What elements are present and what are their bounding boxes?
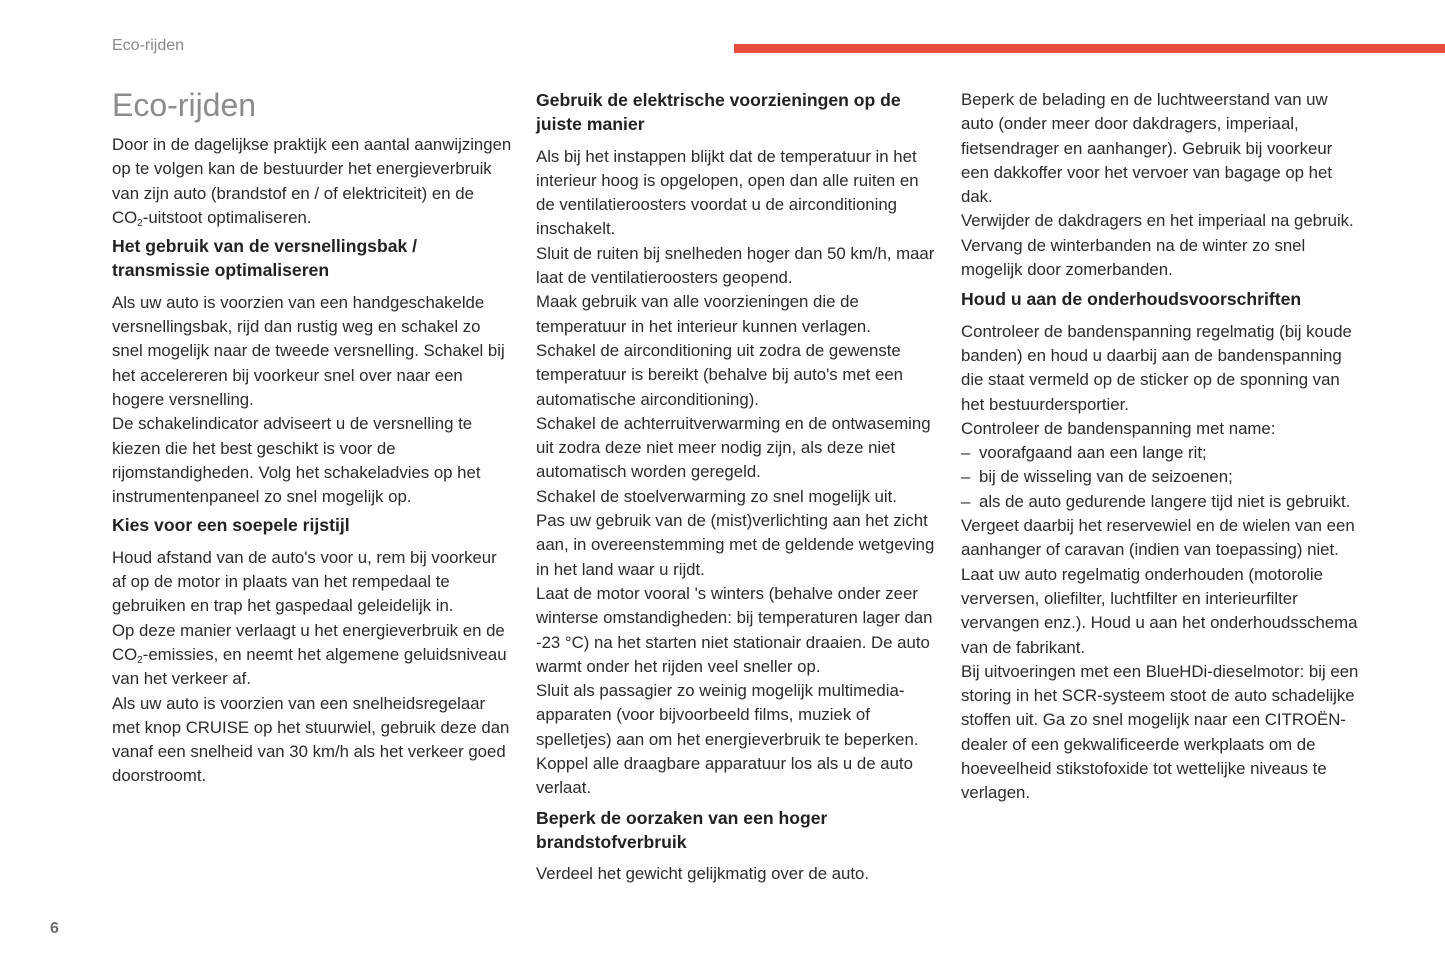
section-heading-driving-style: Kies voor een soepele rijstijl xyxy=(112,515,350,536)
column-1 xyxy=(112,88,512,789)
page-title: Eco-rijden xyxy=(112,87,257,123)
list-item: – bij de wisseling van de seizoenen; xyxy=(961,465,1361,489)
paragraph: Verdeel het gewicht gelijkmatig over de auto. xyxy=(536,864,870,884)
paragraph: Laat de motor vooral 's winters (behalve onder zeer winterse omstandigheden: bij temperaturen lager dan -23 °C) na het starten niet stationair draaien. De auto warmt onder het rijden veel sneller op. xyxy=(536,583,933,676)
paragraph: Schakel de airconditioning uit zodra de gewenste temperatuur is bereikt (behalve bij auto's met een automatische airconditioning). xyxy=(536,340,903,409)
page-number: 6 xyxy=(50,920,59,937)
paragraph: Koppel alle draagbare apparatuur los als u de auto verlaat. xyxy=(536,754,913,798)
column-3 xyxy=(961,88,1361,806)
paragraph: Schakel de achterruitverwarming en de ontwaseming uit zodra deze niet meer nodig zijn, als deze niet automatisch worden geregeld. xyxy=(536,413,931,482)
paragraph: Op deze manier verlaagt u het energieverbruik en de $CO_2$-emissies, en neemt het algemene geluidsniveau van het verkeer af. xyxy=(112,620,507,689)
paragraph: Beperk de belading en de luchtweerstand van uw auto (onder meer door dakdragers, imperiaal, fietsendrager en aanhanger). Gebruik bij voorkeur een dakkoffer voor het vervoer van bagage op het dak. xyxy=(961,90,1333,207)
section-heading-gearbox: Het gebruik van de versnellingsbak / transmissie optimaliseren xyxy=(112,236,418,281)
paragraph: Laat uw auto regelmatig onderhouden (motorolie verversen, oliefilter, luchtfilter en interieurfilter vervangen enz.). Houd u aan het onderhoudsschema van de fabrikant. xyxy=(961,564,1358,657)
paragraph: Als uw auto is voorzien van een handgeschakelde versnellingsbak, rijd dan rustig weg en schakel zo snel mogelijk naar de tweede versnelling. Schakel bij het accelereren bij voorkeur snel over naar een hogere versnelling. xyxy=(112,292,505,409)
section-heading-electrical: Gebruik de elektrische voorzieningen op de juiste manier xyxy=(536,90,901,135)
paragraph: Controleer de bandenspanning met name: xyxy=(961,418,1276,438)
accent-bar xyxy=(734,44,1445,53)
paragraph: Controleer de bandenspanning regelmatig (bij koude banden) en houd u daarbij aan de bandenspanning die staat vermeld op de sticker op de sponning van het bestuurdersportier. xyxy=(961,321,1352,414)
paragraph: De schakelindicator adviseert u de versnelling te kiezen die het best geschikt is voor de rijomstandigheden. Volg het schakeladvies op het instrumentenpaneel zo snel mogelijk op. xyxy=(112,414,481,507)
paragraph: Als bij het instappen blijkt dat de temperatuur in het interieur hoog is opgelopen, open dan alle ruiten en de ventilatieroosters voordat u de airconditioning inschakelt. xyxy=(536,146,919,239)
paragraph: Schakel de stoelverwarming zo snel mogelijk uit. xyxy=(536,486,897,506)
paragraph: Sluit als passagier zo weinig mogelijk multimedia-apparaten (voor bijvoorbeeld films, muziek of spelletjes) aan om het energieverbruik te beperken. xyxy=(536,681,919,749)
running-header: Eco-rijden xyxy=(112,37,185,54)
paragraph: Vergeet daarbij het reservewiel en de wielen van een aanhanger of caravan (indien van toepassing) niet. xyxy=(961,516,1355,560)
intro-paragraph: Door in de dagelijkse praktijk een aantal aanwijzingen op te volgen kan de bestuurder het energieverbruik van zijn auto (brandstof en / of elektriciteit) en de $CO_2$-uitstoot optimaliseren. xyxy=(112,135,512,229)
paragraph: Maak gebruik van alle voorzieningen die de temperatuur in het interieur kunnen verlagen. xyxy=(536,292,871,336)
paragraph: Vervang de winterbanden na de winter zo snel mogelijk door zomerbanden. xyxy=(961,235,1306,280)
list-item: – als de auto gedurende langere tijd niet is gebruikt. xyxy=(961,490,1361,514)
section-heading-fuel-consumption: Beperk de oorzaken van een hoger brandstofverbruik xyxy=(536,807,828,852)
tire-check-list xyxy=(961,441,1361,514)
paragraph: Pas uw gebruik van de (mist)verlichting aan het zicht aan, in overeenstemming met de geldende wetgeving in het land waar u rijdt. xyxy=(536,511,935,579)
paragraph: Houd afstand van de auto's voor u, rem bij voorkeur af op de motor in plaats van het rempedaal te gebruiken en trap het gaspedaal geleidelijk in. xyxy=(112,547,497,616)
paragraph: Sluit de ruiten bij snelheden hoger dan 50 km/h, maar laat de ventilatieroosters geopend. xyxy=(536,243,935,288)
column-2 xyxy=(536,88,936,887)
section-heading-maintenance: Houd u aan de onderhoudsvoorschriften xyxy=(961,289,1302,310)
paragraph: Bij uitvoeringen met een BlueHDi-dieselmotor: bij een storing in het SCR-systeem stoot de auto schadelijke stoffen uit. Ga zo snel mogelijk naar een CITROËN-dealer of een gekwalificeerde werkplaats om de hoeveelheid stikstofoxide tot wettelijke niveaus te verlagen. xyxy=(961,661,1359,803)
paragraph: Als uw auto is voorzien van een snelheidsregelaar met knop CRUISE op het stuurwiel, gebruik deze dan vanaf een snelheid van 30 km/h als het verkeer goed doorstroomt. xyxy=(112,693,510,786)
list-item: – voorafgaand aan een lange rit; xyxy=(961,441,1361,465)
paragraph: Verwijder de dakdragers en het imperiaal na gebruik. xyxy=(961,211,1354,231)
